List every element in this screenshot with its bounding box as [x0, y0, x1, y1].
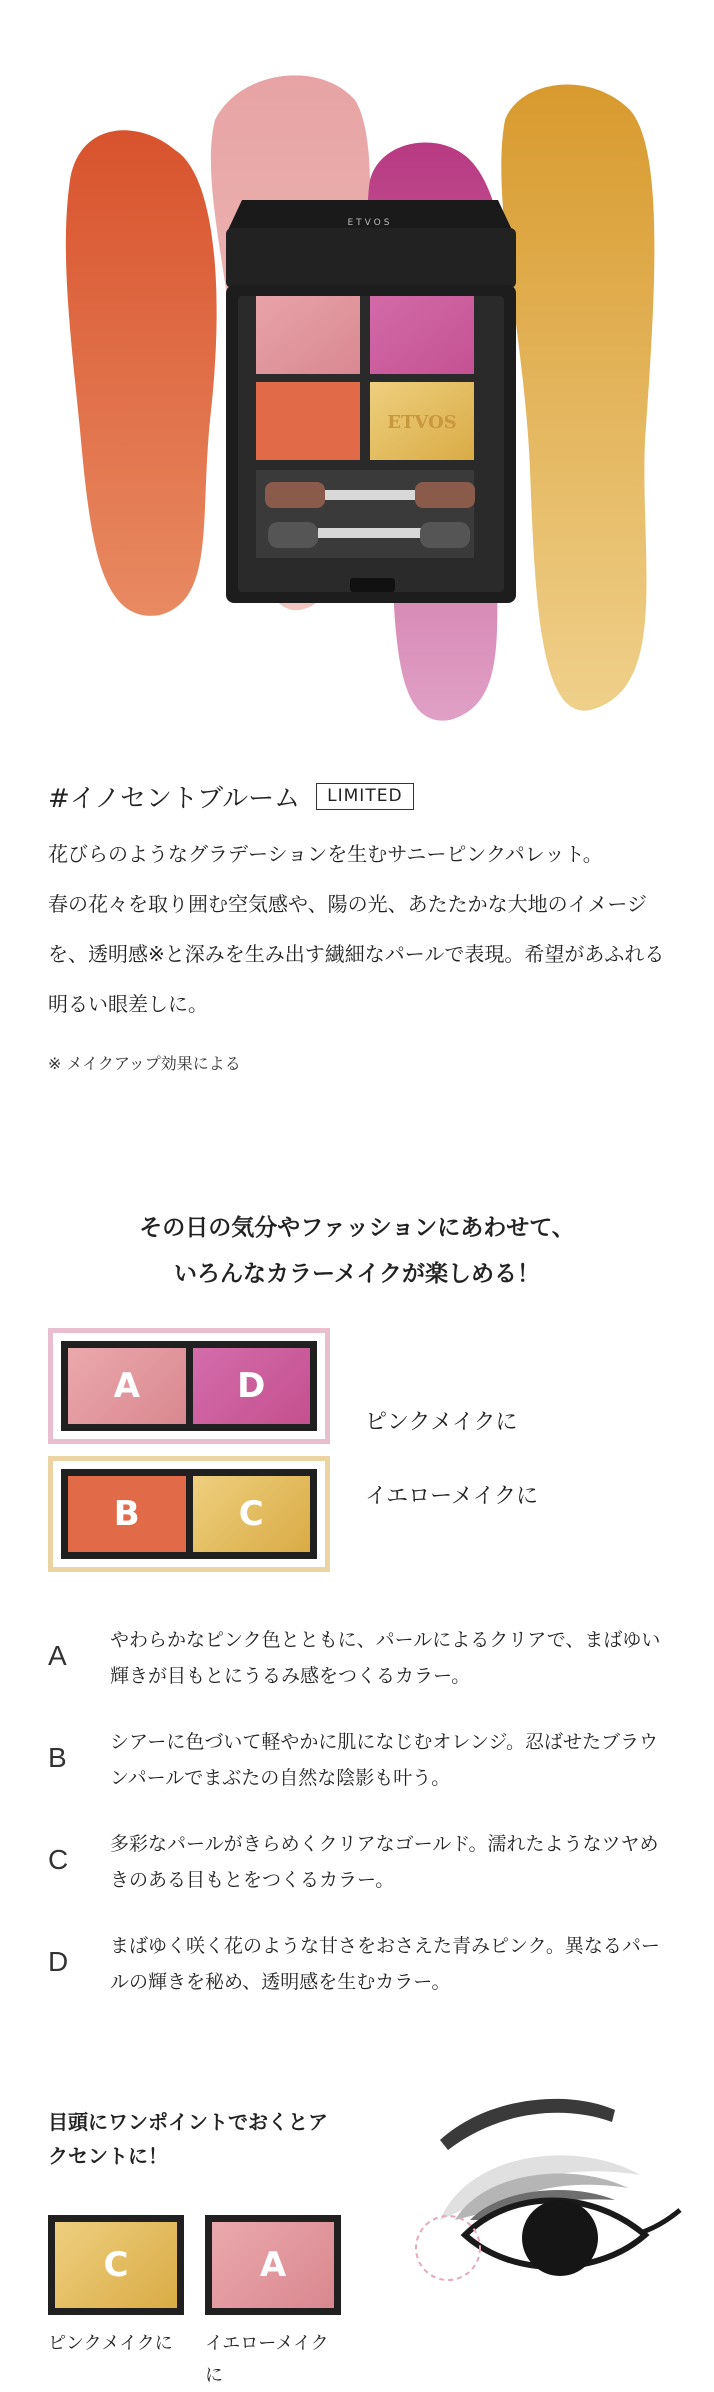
accent-title: 目頭にワンポイントでおくとアクセントに！ [48, 2110, 328, 2168]
detail-text: シアーに色づいて軽やかに肌になじむオレンジ。忍ばせたブラウンパールでまぶたの自然な陰影も叶う。 [110, 1731, 658, 1789]
pan-b [68, 1476, 186, 1552]
pan-a [68, 1348, 186, 1424]
detail-letter: A [48, 1640, 67, 1671]
effect-note: ※ メイクアップ効果による [48, 1054, 241, 1073]
detail-letter: C [48, 1844, 69, 1875]
detail-letter: D [48, 1946, 69, 1977]
description-line: 春の花々を取り囲む空気感や、陽の光、あたたかな大地のイメージを、透明感※と深みを生み出す繊細なパールで表現。希望があふれる明るい眼差しに。 [48, 892, 665, 1016]
detail-letter: B [48, 1742, 67, 1773]
accent-label-pink: ピンクメイクに [48, 2333, 173, 2354]
eyebrow-shape [440, 2099, 615, 2150]
pan-d [193, 1348, 311, 1424]
pan-letter: C [103, 2245, 129, 2285]
accent-point-marker [416, 2216, 480, 2280]
shade-description [48, 829, 668, 1029]
combo-label-yellow: イエローメイクに [365, 1484, 539, 1509]
detail-text: 多彩なパールがきらめくクリアなゴールド。濡れたようなツヤめきのある目もとをつくるカラー。 [110, 1833, 659, 1891]
description-line: 花びらのようなグラデーションを生むサニーピンクパレット。 [48, 842, 603, 866]
combo-heading-line: いろんなカラーメイクが楽しめる！ [174, 1261, 540, 1287]
svg-text:ETVOS: ETVOS [387, 412, 457, 433]
combo-yellow [48, 1456, 330, 1572]
orange-swatch [66, 130, 217, 616]
combo-case [61, 1469, 317, 1559]
pan-letter: D [237, 1366, 266, 1406]
pan-a [212, 2222, 334, 2308]
pan-letter: A [113, 1366, 140, 1406]
pan-letter: B [113, 1494, 140, 1534]
accent-pan-c [48, 2215, 184, 2315]
eye-illustration [400, 2070, 700, 2340]
accent-label-yellow: イエローメイクに [205, 2333, 329, 2386]
shade-title [48, 778, 668, 815]
pan-letter: C [238, 1494, 264, 1534]
palette-case [226, 200, 516, 603]
combo-case [61, 1341, 317, 1431]
pan-c [55, 2222, 177, 2308]
shade-intro [48, 778, 668, 1074]
pan-letter: A [259, 2245, 287, 2285]
eyeliner-tail [640, 2210, 680, 2233]
pan-c [193, 1476, 311, 1552]
detail-text: まばゆく咲く花のような甘さをおさえた青みピンク。異なるパールの輝きを秘め、透明感を生むカラー。 [110, 1935, 660, 1993]
iris-shape [522, 2200, 598, 2276]
svg-text:ETVOS: ETVOS [347, 218, 393, 228]
detail-text: やわらかなピンク色とともに、パールによるクリアで、まばゆい輝きが目もとにうるみ感をつくるカラー。 [110, 1629, 661, 1687]
gold-swatch [501, 85, 654, 711]
shade-name: #イノセントブルーム [48, 784, 301, 814]
limited-badge: LIMITED [316, 783, 413, 810]
combo-label-pink: ピンクメイクに [365, 1410, 518, 1435]
combo-heading [0, 1205, 714, 1297]
combo-pink [48, 1328, 330, 1444]
accent-pan-a [205, 2215, 341, 2315]
combo-heading-line: その日の気分やファッションにあわせて、 [139, 1215, 575, 1241]
hero-palette-image [0, 0, 714, 750]
